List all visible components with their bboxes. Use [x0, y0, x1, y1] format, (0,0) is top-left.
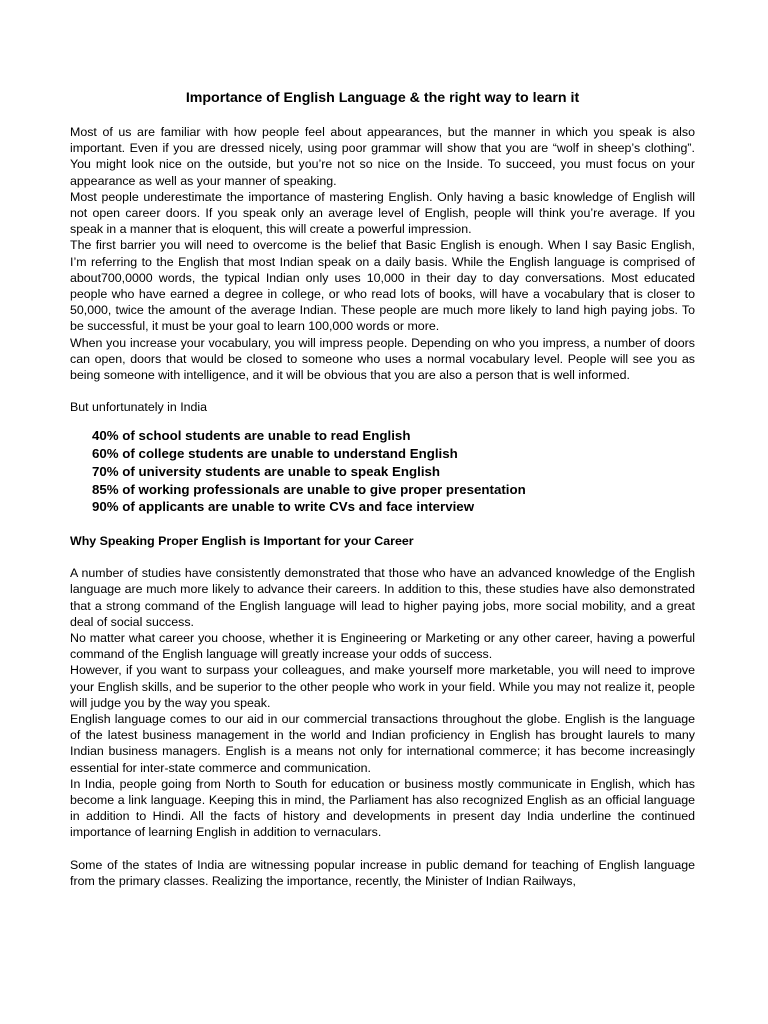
stat-working-professionals: 85% of working professionals are unable to give proper presentation	[92, 481, 526, 497]
india-stats-list	[92, 427, 695, 516]
intro-paragraph-appearance: Most of us are familiar with how people feel about appearances, but the manner in which you speak is also important. Even if you are dressed nicely, using poor grammar will show that you are “wolf in sheep’s clothing”. You might look nice on the outside, but you’re not so nice on the Inside. To succeed, you must focus on your appearance as well as your manner of speaking.	[70, 125, 695, 188]
career-paragraph-choice: No matter what career you choose, whether it is Engineering or Marketing or any other career, having a powerful command of the English language will greatly increase your odds of success.	[70, 631, 695, 662]
career-section-heading: Why Speaking Proper English is Important for your Career	[70, 534, 414, 549]
spacer	[70, 841, 695, 857]
career-paragraph-link-language: In India, people going from North to South for education or business mostly communicate in English, which has become a link language. Keeping this in mind, the Parliament has also recognized English as an official language in addition to Hindi. All the facts of history and developments in present day India underline the continued importance of learning English in addition to vernaculars.	[70, 776, 695, 840]
intro-paragraph-barrier: The first barrier you will need to overcome is the belief that Basic English is enough. When I say Basic English, I’m referring to the English that most Indian speak on a daily basis. While the English language is comprised of about700,0000 words, the typical Indian only uses 10,000 in their day to day conversations. Most educated people who have earned a degree in college, or who read lots of books, will have a vocabulary that is closer to 50,000, twice the amount of the average Indian. These people are much more likely to land high paying jobs. To be successful, it must be your goal to learn 100,000 words or more.	[70, 238, 695, 334]
stat-university-students: 70% of university students are unable to speak English	[92, 463, 441, 479]
career-paragraph-studies: A number of studies have consistently demonstrated that those who have an advanced knowledge of the English language are much more likely to advance their careers. In addition to this, these studies have also demonstrated that a strong command of the English language will lead to higher paying jobs, more social mobility, and a great deal of social success.	[70, 566, 695, 629]
spacer	[70, 549, 695, 565]
career-paragraph-commerce: English language comes to our aid in our commercial transactions throughout the globe. English is the language of the latest business management in the world and Indian proficiency in English has brought laurels to many Indian business managers. English is a means not only for international commerce; it has become increasingly essential for inter-state commerce and communication.	[70, 712, 695, 775]
career-paragraph-surpass: However, if you want to surpass your colleagues, and make yourself more marketable, you will need to improve your English skills, and be superior to the other people who work in your field. While you may not realize it, people will judge you by the way you speak.	[70, 663, 695, 710]
states-paragraph: Some of the states of India are witnessing popular increase in public demand for teaching of English language from the primary classes. Realizing the importance, recently, the Minister of Indian Railways,	[70, 857, 695, 888]
stat-school-students: 40% of school students are unable to read English	[92, 428, 411, 444]
india-lead-text: But unfortunately in India	[70, 400, 208, 415]
intro-paragraph-mastering: Most people underestimate the importance of mastering English. Only having a basic knowledge of English will not open career doors. If you speak only an average level of English, people will think you’re average. If you speak in a manner that is eloquent, this will create a powerful impression.	[70, 189, 695, 237]
document-title: Importance of English Language & the right way to learn it	[185, 90, 580, 106]
intro-paragraph-vocabulary: When you increase your vocabulary, you will impress people. Depending on who you impress, a number of doors can open, doors that would be closed to someone who uses a normal vocabulary level. People will see you as being someone with intelligence, and it will be obvious that you are also a person that is well informed.	[70, 335, 695, 383]
stat-college-students: 60% of college students are unable to understand English	[92, 446, 458, 462]
spacer	[70, 383, 695, 399]
stat-applicants: 90% of applicants are unable to write CVs and face interview	[92, 499, 475, 515]
